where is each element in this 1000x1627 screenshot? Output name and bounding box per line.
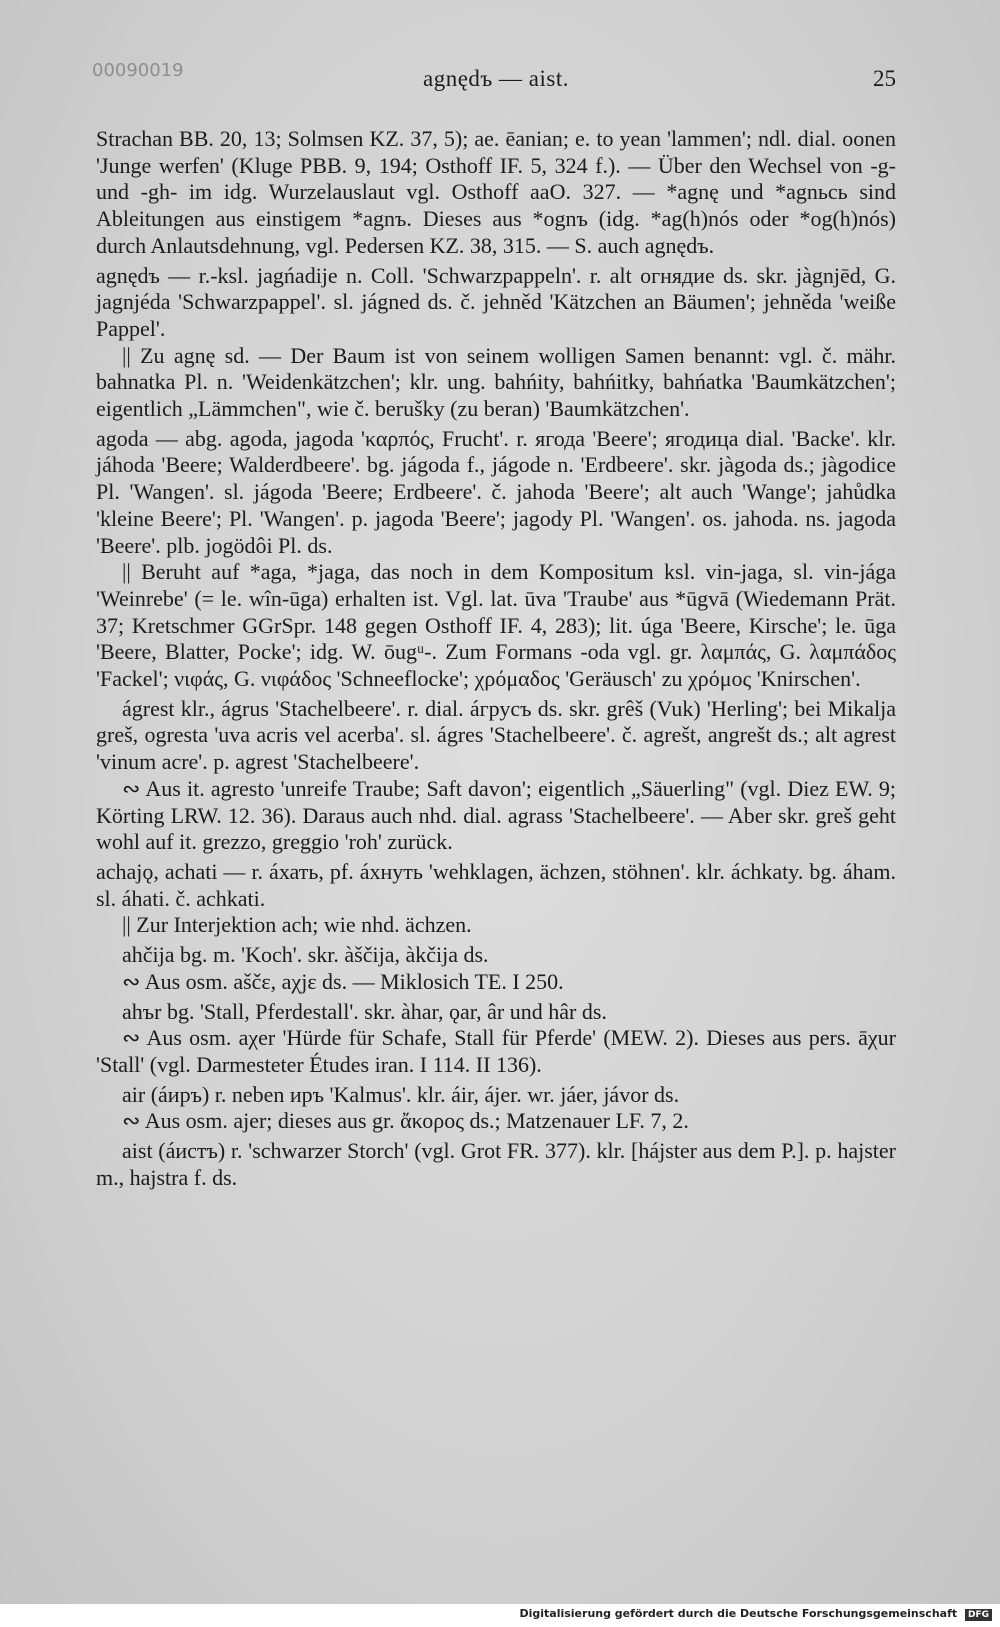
entry-achajo: achajǫ, achati — r. áхать, pf. áхнуть 'wehklagen, ächzen, stöhnen'. klr. áchkaty. bg. áham. sl. áhati. č. achkati. <box>96 858 896 911</box>
entry-agnedъ: agnędъ — r.-ksl. jagńadije n. Coll. 'Schwarzpappeln'. r. alt огнядие ds. skr. jàgnjēd, G. jagnjéda 'Schwarzpappel'. sl. jágned ds. č. jehněd 'Kätzchen an Bäumen'; jehněda 'weiße Pappel'. <box>96 262 896 341</box>
page-header <box>92 60 896 100</box>
etymology-achajo: || Zur Interjektion ach; wie nhd. ächzen. <box>122 912 472 938</box>
etymology-air: ∾ Aus osm. ajer; dieses aus gr. ἄκορος ds.; Matzenauer LF. 7, 2. <box>122 1108 689 1134</box>
footer-credit: Digitalisierung gefördert durch die Deutsche Forschungsgemeinschaft <box>519 1607 958 1620</box>
footer-credit-line <box>519 1607 992 1621</box>
etymology-agnedъ: || Zu agnę sd. — Der Baum ist von seinem wolligen Samen benannt: vgl. č. mähr. bahnatka Pl. n. 'Weidenkätzchen'; klr. ung. bahńity, bahńitky, bahńatka 'Baumkätzchen'; eigentlich „Lämmchen", wie č. berušky (zu beran) 'Baumkätzchen'. <box>96 342 896 422</box>
etymology-agrest: ∾ Aus it. agresto 'unreife Traube; Saft davon'; eigentlich „Säuerling" (vgl. Diez EW. 9; Körting LRW. 12. 36). Daraus auch nhd. dial. agrass 'Stachelbeere'. — Aber skr. greš geht wohl auf it. grezzo, greggio 'roh' zurück. <box>96 775 896 855</box>
entry-aist: aist (áистъ) r. 'schwarzer Storch' (vgl. Grot FR. 377). klr. [hájster aus dem P.]. p. hajster m., hajstra f. ds. <box>96 1138 896 1190</box>
paragraph-continuation: Strachan BB. 20, 13; Solmsen KZ. 37, 5); ae. ēanian; e. to yean 'lammen'; ndl. dial. oonen 'Junge werfen' (Kluge PBB. 9, 194; Osthoff IF. 5, 324 f.). — Über den Wechsel von -g- und -gh- im idg. Wurzelauslaut vgl. Osthoff aaO. 327. — *agnę und *agnьcь sind Ableitungen aus einstigem *agnъ. Dieses aus *ognъ (idg. *ag(h)nós oder *og(h)nós) durch Anlautsdehnung, vgl. Pedersen KZ. 38, 315. — S. auch agnędъ. <box>96 126 896 258</box>
etymology-agoda: || Beruht auf *aga, *jaga, das noch in dem Kompositum ksl. vin-jaga, sl. vin-jága 'Weinrebe' (= le. wîn-ūga) erhalten ist. Vgl. lat. ūva 'Traube' aus *ūgvā (Wiedemann Prät. 37; Kretschmer GGrSpr. 148 gegen Osthoff IF. 4, 283); lit. úga 'Beere, Kirsche'; le. ūga 'Beere, Blatter, Pocke'; idg. W. ōugᵘ-. Zum Formans -oda vgl. gr. λαμπάς, G. λαμπάδος 'Fackel'; νιφάς, G. νιφάδος 'Schneeflocke'; χρόμαδος 'Geräusch' zu χρόμος 'Knirschen'. <box>96 559 896 692</box>
etymology-ahъr: ∾ Aus osm. aχer 'Hürde für Schafe, Stall für Pferde' (MEW. 2). Dieses aus pers. āχur 'Stall' (vgl. Darmesteter Études iran. I 114. II 136). <box>96 1025 896 1077</box>
entry-ahcija: ahčija bg. m. 'Koch'. skr. àščija, àkčija ds. <box>122 942 489 968</box>
entry-ahъr: ahъr bg. 'Stall, Pferdestall'. skr. àhar, ǫar, âr und hâr ds. <box>122 998 607 1024</box>
dfg-logo: DFG <box>965 1609 992 1621</box>
dictionary-text <box>96 126 896 1191</box>
entry-agrest: ágrest klr., ágrus 'Stachelbeere'. r. dial. áгрусъ ds. skr. grêš (Vuk) 'Herling'; bei Mikalja greš, ogresta 'uva acris vel acerba'. sl. ágres 'Stachelbeere'. č. agrešt, angrešt ds.; alt agrest 'vinum acre'. p. agrest 'Stachelbeere'. <box>96 695 896 775</box>
etymology-ahcija: ∾ Aus osm. aščɛ, aχjɛ ds. — Miklosich TE. I 250. <box>122 968 564 994</box>
page-number: 25 <box>873 66 896 91</box>
corner-stamp: 00090019 <box>92 60 184 81</box>
entry-air: air (áиръ) r. neben иръ 'Kalmus'. klr. áir, ájer. wr. jáer, jávor ds. <box>122 1081 680 1107</box>
running-head: agnędъ — aist. <box>423 66 569 91</box>
entry-agoda: agoda — abg. agoda, jagoda 'καρπός, Frucht'. r. ягода 'Beere'; ягодица dial. 'Backe'. klr. jáhoda 'Beere; Walderdbeere'. bg. jágoda f., jágode n. 'Erdbeere'. skr. jàgoda ds.; jàgodice Pl. 'Wangen'. sl. jágoda 'Beere; Erdbeere'. č. jahoda 'Beere'; alt auch 'Wange'; jahůdka 'kleine Beere'; Pl. 'Wangen'. p. jagoda 'Beere'; jagody Pl. 'Wangen'. os. jahoda. ns. jagoda 'Beere'. plb. jogödôi Pl. ds. <box>96 425 896 558</box>
digitization-footer <box>0 1604 1000 1627</box>
